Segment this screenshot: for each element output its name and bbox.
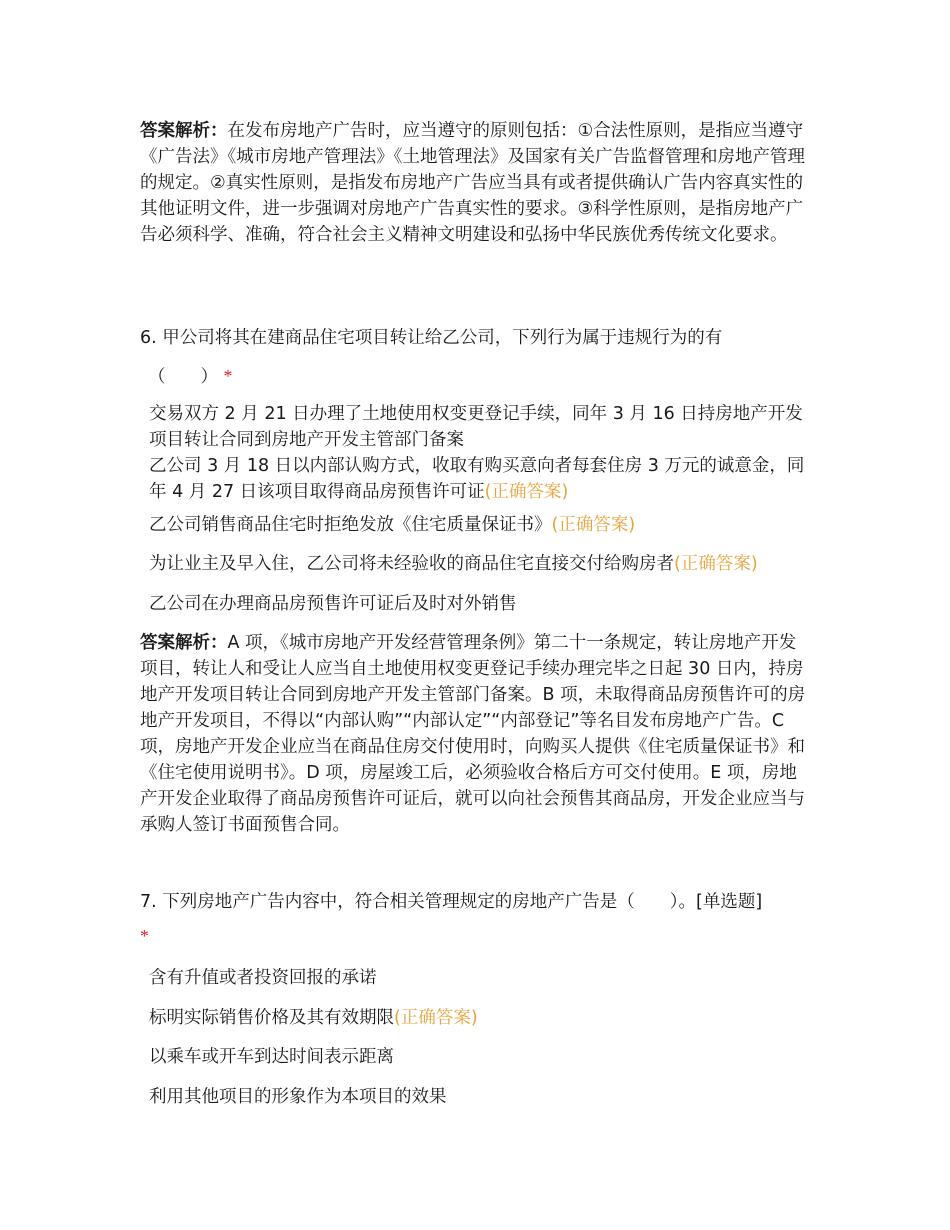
q7-option-c[interactable] [149, 1044, 809, 1070]
option-text: 交易双方 2 月 21 日办理了土地使用权变更登记手续，同年 3 月 16 日持房地产开发项目转让合同到房地产开发主管部门备案 [149, 404, 803, 450]
required-mark: * [140, 926, 149, 946]
option-text: 乙公司在办理商品房预售许可证后及时对外销售 [149, 594, 517, 614]
explanation-label: 答案解析： [140, 633, 228, 653]
q7-option-d[interactable] [149, 1084, 809, 1110]
answer-explanation-1 [140, 118, 812, 248]
correct-answer-tag: (正确答案) [674, 554, 758, 574]
correct-answer-tag: (正确答案) [394, 1008, 478, 1028]
q6-option-e[interactable] [149, 591, 809, 617]
option-text: 为让业主及早入住，乙公司将未经验收的商品住宅直接交付给购房者 [149, 554, 674, 574]
q6-option-a[interactable] [149, 401, 809, 453]
answer-blank: （ ） [148, 367, 218, 387]
option-text: 乙公司销售商品住宅时拒绝发放《住宅质量保证书》 [149, 515, 552, 535]
question-6-title: 6. 甲公司将其在建商品住宅项目转让给乙公司，下列行为属于违规行为的有 [140, 328, 723, 348]
option-text: 乙公司 3 月 18 日以内部认购方式，收取有购买意向者每套住房 3 万元的诚意金，同年 4 月 27 日该项目取得商品房预售许可证 [149, 456, 805, 502]
correct-answer-tag: (正确答案) [484, 482, 569, 502]
question-7-required-row [140, 923, 812, 950]
q6-option-b[interactable] [149, 453, 809, 505]
required-mark: * [223, 366, 233, 386]
q7-option-b[interactable] [149, 1005, 809, 1031]
q7-option-a[interactable] [149, 965, 809, 991]
option-text: 利用其他项目的形象作为本项目的效果 [149, 1087, 447, 1107]
answer-explanation-2 [140, 630, 812, 838]
question-7-title [140, 889, 812, 915]
option-text: 标明实际销售价格及其有效期限 [149, 1008, 394, 1028]
correct-answer-tag: (正确答案) [551, 515, 636, 535]
option-text: 含有升值或者投资回报的承诺 [149, 968, 377, 988]
q6-option-d[interactable] [149, 551, 809, 577]
option-text: 以乘车或开车到达时间表示距离 [149, 1047, 394, 1067]
explanation-text: A 项，《城市房地产开发经营管理条例》第二十一条规定，转让房地产开发项目，转让人和受让人应当自土地使用权变更登记手续办理完毕之日起 30 日内，持房地产开发项目转让合同到房地产开发主管部门备案。B 项，未取得商品房预售许可的房地产开发项目，不得以“内部认购”“内部认定”“内部登记”等名目发布房地产广告。C 项，房地产开发企业应当在商品住房交付使用时，向购买人提供《住宅质量保证书》和《住宅使用说明书》。D 项，房屋竣工后，必须验收合格后方可交付使用。E 项，房地产开发企业取得了商品房预售许可证后，就可以向社会预售其商品房，开发企业应当与承购人签订书面预售合同。 [140, 633, 806, 835]
explanation-text: 在发布房地产广告时，应当遵守的原则包括：①合法性原则，是指应当遵守《广告法》《城市房地产管理法》《土地管理法》及国家有关广告监督管理和房地产管理的规定。②真实性原则，是指发布房地产广告应当具有或者提供确认广告内容真实性的其他证明文件，进一步强调对房地产广告真实性的要求。③科学性原则，是指房地产广告必须科学、准确，符合社会主义精神文明建设和弘扬中华民族优秀传统文化要求。 [140, 121, 805, 245]
q6-option-c[interactable] [149, 512, 809, 538]
explanation-label: 答案解析： [140, 121, 228, 141]
question-text: 7. 下列房地产广告内容中，符合相关管理规定的房地产广告是（ ）。[单选题] [140, 892, 763, 912]
question-6-blank-row [148, 363, 820, 390]
